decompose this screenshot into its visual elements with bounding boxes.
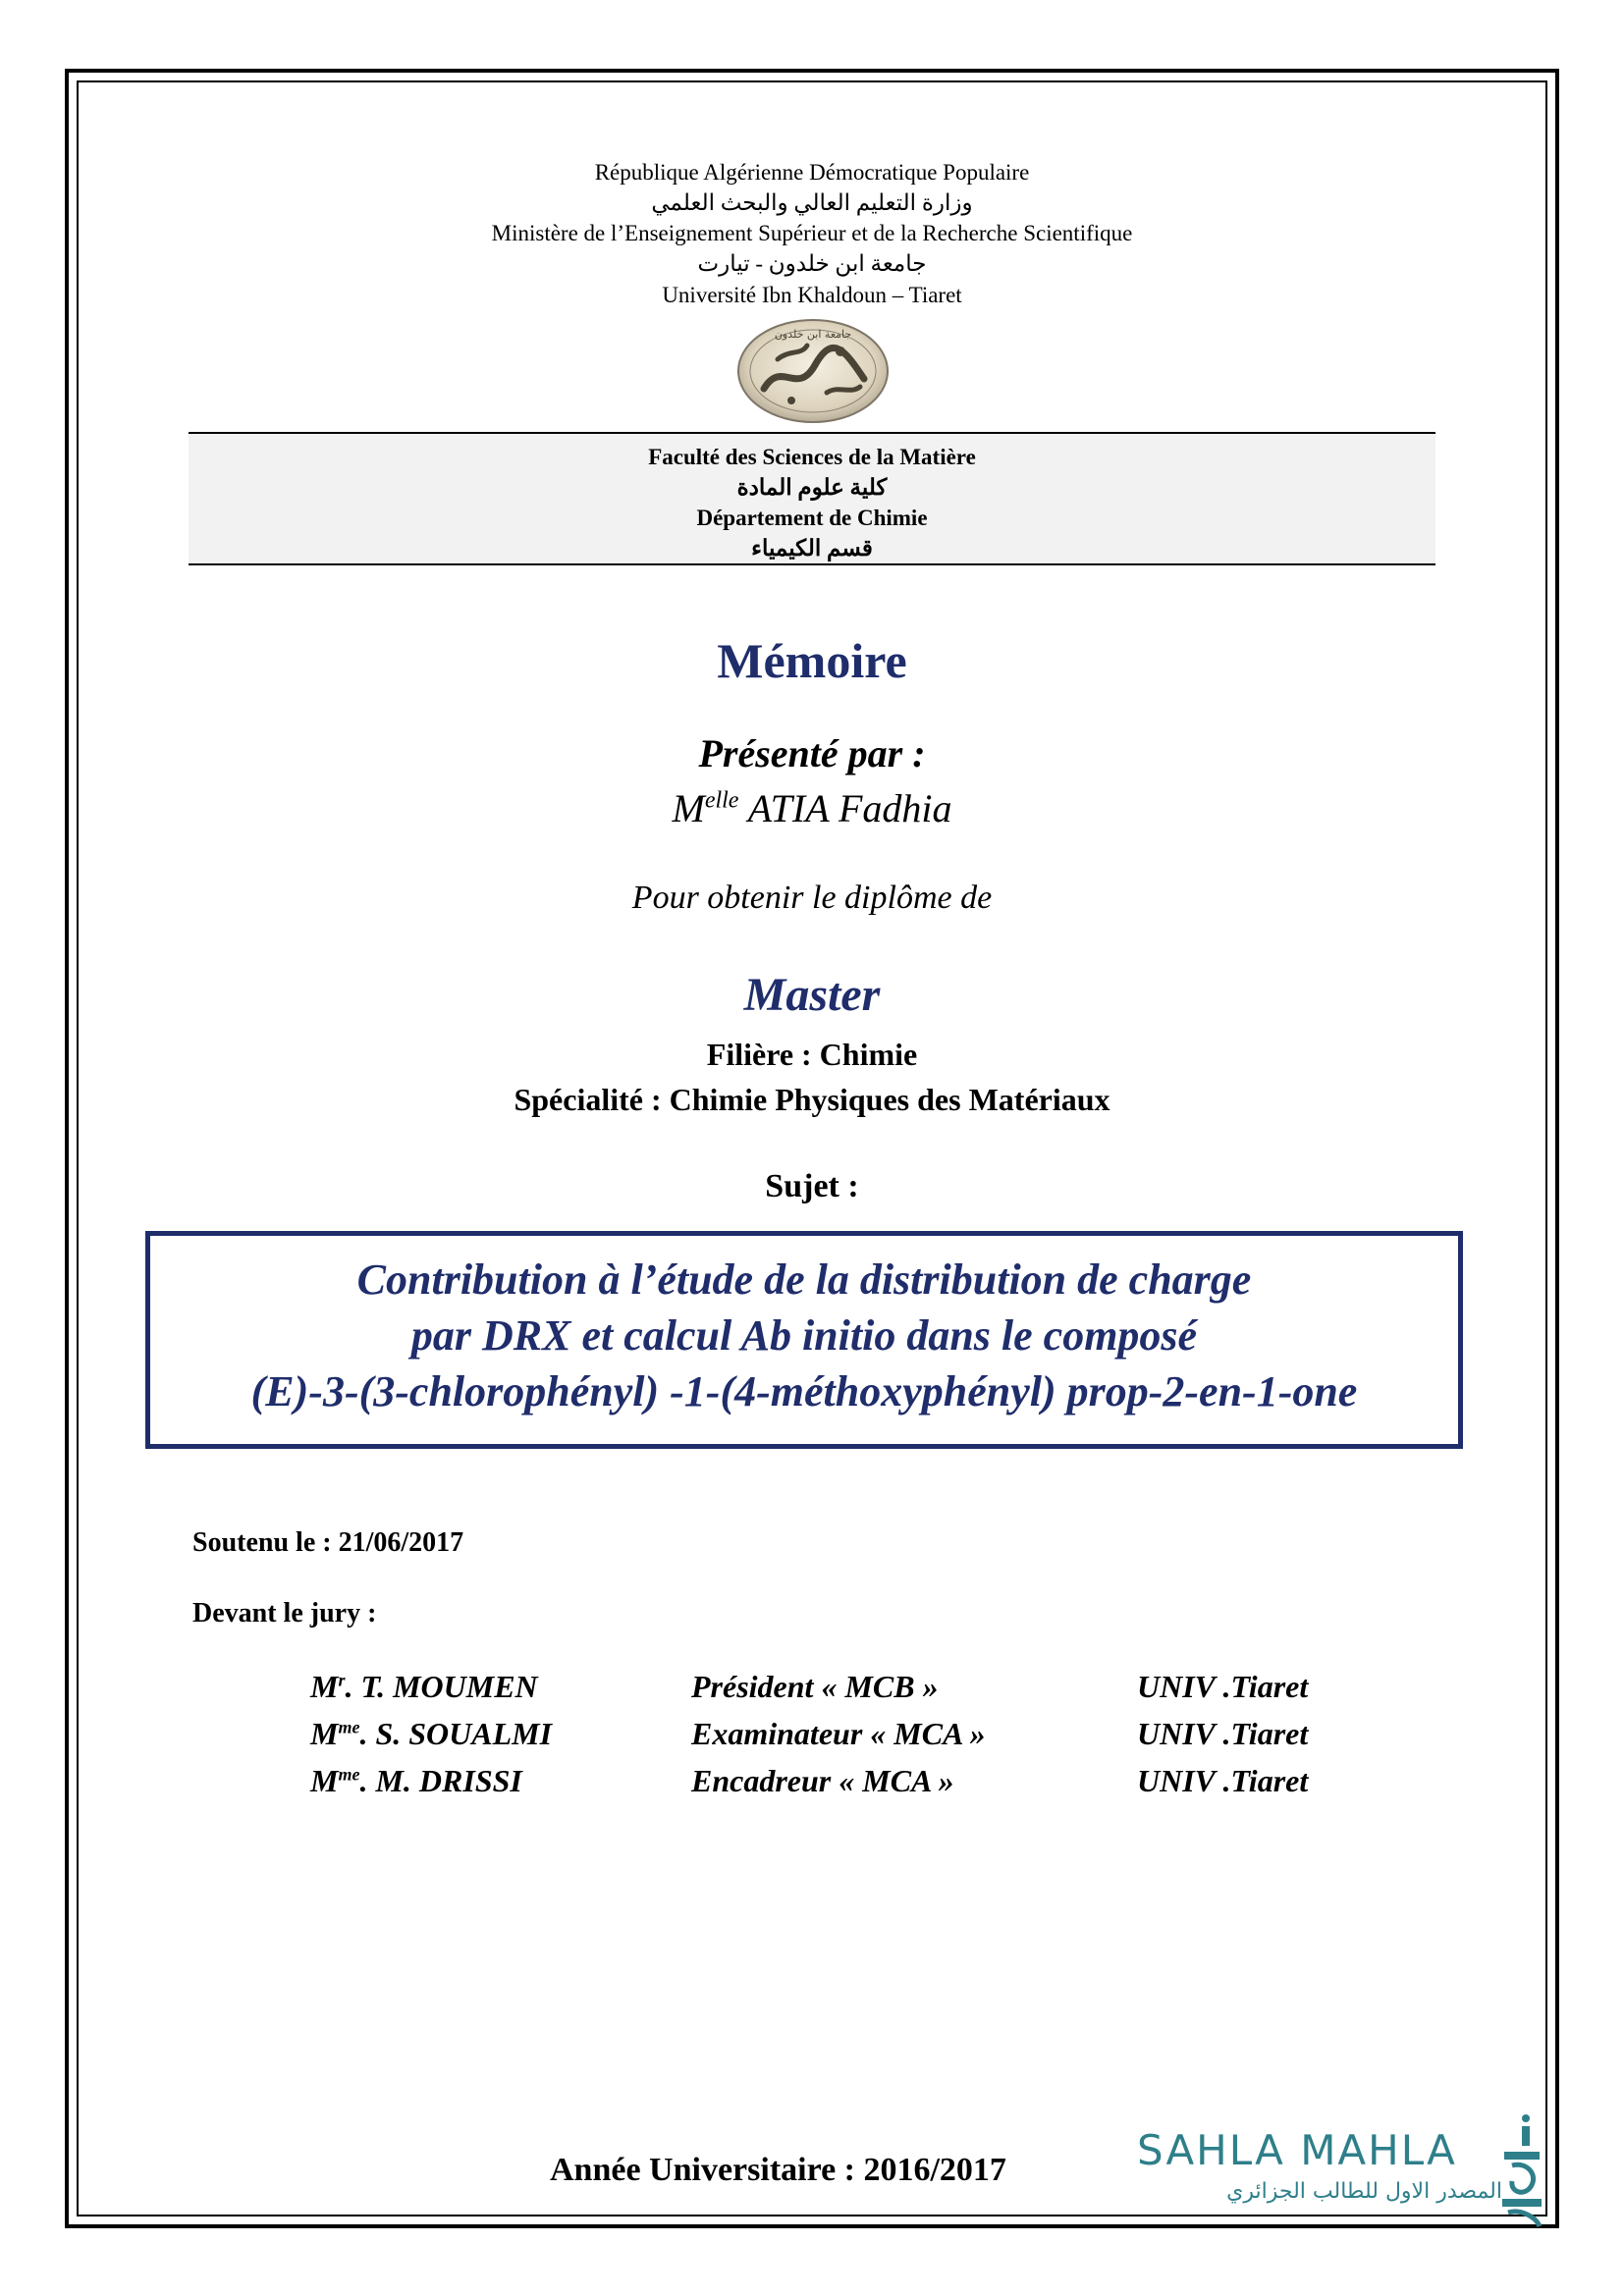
watermark-tagline: المصدر الاول للطالب الجزائري — [1226, 2179, 1502, 2204]
department-name: Département de Chimie — [696, 506, 928, 530]
subject-line-3: (E)-3-(3-chlorophényl) -1-(4-méthoxyphényl) prop-2-en-1-one — [250, 1367, 1358, 1415]
header-republic: République Algérienne Démocratique Populaire — [594, 160, 1030, 185]
academic-year: Année Universitaire : 2016/2017 — [550, 2152, 1006, 2188]
header-university-ar: جامعة ابن خلدون - تيارت — [697, 251, 927, 276]
subject-line-1: Contribution à l’étude de la distribution de charge — [356, 1255, 1252, 1304]
specialite-label: Spécialité : Chimie Physiques des Matériaux — [514, 1082, 1110, 1117]
logo-arabic-text: جامعة ابن خلدون — [774, 328, 852, 341]
author-name — [0, 785, 1624, 831]
watermark-brand: SAHLA MAHLA — [1137, 2126, 1457, 2174]
jury-label: Devant le jury : — [192, 1598, 377, 1629]
header-university: Université Ibn Khaldoun – Tiaret — [662, 283, 962, 307]
jury-row — [0, 1716, 1624, 1759]
jury-member-role: Président « MCB » — [691, 1669, 939, 1704]
faculty-name: Faculté des Sciences de la Matière — [648, 445, 976, 469]
subject-line-2: par DRX et calcul Ab initio dans le composé — [410, 1311, 1198, 1360]
subject-box — [145, 1231, 1463, 1449]
faculty-name-ar: كلية علوم المادة — [736, 475, 888, 500]
header-ministry: Ministère de l’Enseignement Supérieur et de la Recherche Scientifique — [491, 221, 1133, 245]
sujet-label: Sujet : — [765, 1168, 859, 1204]
diploma-intro: Pour obtenir le diplôme de — [631, 880, 993, 916]
jury-member-name: $M^{me}$. S. SOUALMI — [310, 1716, 553, 1751]
jury-member-university: UNIV .Tiaret — [1137, 1669, 1309, 1704]
jury-row — [0, 1763, 1624, 1806]
diploma-title: Master — [743, 969, 881, 1021]
sahla-mahla-watermark — [1137, 2126, 1549, 2224]
defense-date: Soutenu le : 21/06/2017 — [192, 1527, 464, 1558]
header-ministry-ar: وزارة التعليم العالي والبحث العلمي — [651, 190, 973, 215]
jury-member-university: UNIV .Tiaret — [1137, 1763, 1309, 1798]
memoire-title: Mémoire — [717, 633, 907, 688]
jury-member-role: Encadreur « MCA » — [691, 1763, 954, 1798]
jury-member-name: $M^r$. T. MOUMEN — [310, 1669, 538, 1704]
presented-by-label: Présenté par : — [698, 731, 926, 775]
jury-row — [0, 1669, 1624, 1712]
university-seal-logo — [734, 316, 892, 426]
jury-member-role: Examinateur « MCA » — [691, 1716, 986, 1751]
author-fullname: ATIA Fadhia — [738, 786, 952, 830]
sahla-mahla-logo-icon — [1496, 2112, 1547, 2228]
jury-member-name: $M^{me}$. M. DRISSI — [310, 1763, 522, 1798]
department-name-ar: قسم الكيمياء — [751, 536, 873, 561]
filiere-label: Filière : Chimie — [706, 1037, 918, 1072]
author-prefix-sup: elle — [704, 787, 739, 814]
faculty-band — [189, 432, 1435, 565]
jury-member-university: UNIV .Tiaret — [1137, 1716, 1309, 1751]
author-prefix: M — [672, 786, 705, 830]
